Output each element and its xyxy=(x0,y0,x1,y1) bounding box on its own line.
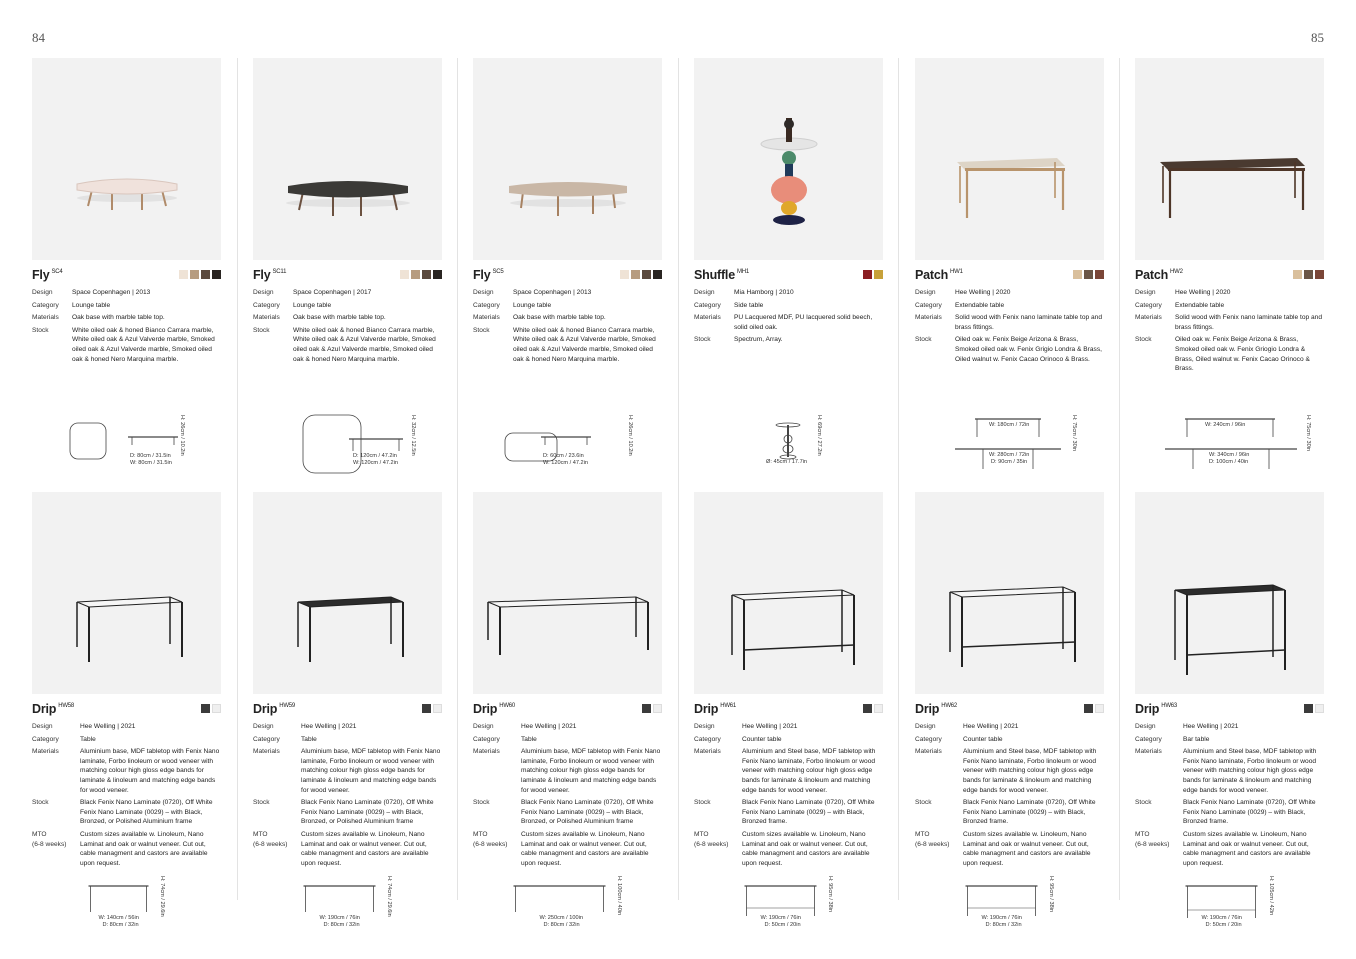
spec-label: MTO (6-8 weeks) xyxy=(694,830,729,848)
height-dimension-label: H: 26cm / 10.2in xyxy=(627,415,633,456)
product-name: Drip $^{HW58}$ xyxy=(32,702,75,716)
product-name: Drip $^{HW62}$ xyxy=(915,702,958,716)
spec-stock: White oiled oak & honed Bianco Carrara marble, White oiled oak & Azul Valverde marble, Smoked oiled oak & Azul Valverde marble, Smoked oiled oak & honed Nero Marquina marble. xyxy=(72,326,215,363)
dimension-label: W: 340cm / 96in xyxy=(1209,452,1250,458)
spec-label: Stock xyxy=(1135,799,1152,807)
spec-materials: Aluminium base, MDF tabletop with Fenix Nano laminate, Forbo linoleum or wood veneer with matching colour high gloss edge bands for laminate & linoleum and matching edge bands for wood veneer. xyxy=(301,748,441,794)
product-code: HW1 xyxy=(950,269,963,275)
product-name: Fly $^{SC5}$ xyxy=(473,268,504,282)
spec-stock: Oiled oak w. Fenix Beige Arizona & Brass, Smoked oiled oak w. Fenix Griogio Londra & Brass, Oiled walnut w. Fenix Cacao Orinoco & Brass. xyxy=(1175,336,1310,373)
dimension-label: W: 120cm / 47.2in xyxy=(543,460,588,466)
spec-design: Hee Welling | 2020 xyxy=(1175,289,1231,296)
product-name: Drip $^{HW63}$ xyxy=(1135,702,1178,716)
spec-stock: White oiled oak & honed Bianco Carrara marble, White oiled oak & Azul Valverde marble, Smoked oiled oak & Azul Valverde marble, Smoked oiled oak & honed Nero Marquina marble. xyxy=(293,326,436,363)
color-swatch xyxy=(1095,270,1104,279)
color-swatch xyxy=(653,270,662,279)
spec-table xyxy=(253,722,442,871)
spec-category: Extendable table xyxy=(1175,301,1225,309)
spec-table xyxy=(473,722,662,871)
spec-label: Design xyxy=(694,723,715,730)
spec-label: Design xyxy=(253,723,274,730)
dimension-label: D: 80cm / 32in xyxy=(323,922,360,928)
spec-design: Space Copenhagen | 2013 xyxy=(72,289,151,296)
color-swatch xyxy=(433,704,442,713)
color-swatch xyxy=(201,270,210,279)
dimension-label: W: 190cm / 76in xyxy=(319,915,360,921)
spec-label: Stock xyxy=(32,799,49,807)
spec-label: Design xyxy=(915,289,936,296)
spec-label: Stock xyxy=(915,799,932,807)
spec-label: MTO (6-8 weeks) xyxy=(915,830,950,848)
color-swatches xyxy=(863,270,883,279)
color-swatches xyxy=(1084,704,1104,713)
spec-label: Design xyxy=(1135,723,1156,730)
product-code: HW58 xyxy=(58,703,75,709)
dimension-drawing xyxy=(694,415,883,479)
product-photo xyxy=(253,492,442,694)
product-card xyxy=(1135,492,1324,871)
product-code: HW62 xyxy=(941,703,958,709)
product-code: HW61 xyxy=(720,703,737,709)
product-photo xyxy=(1135,58,1324,260)
product-code: HW2 xyxy=(1170,269,1183,275)
spec-label: Design xyxy=(473,723,494,730)
color-swatch xyxy=(1304,270,1313,279)
spec-label: Materials xyxy=(473,314,500,322)
spec-stock: Black Fenix Nano Laminate (0720), Off White Fenix Nano Laminate (0029) – with Black, Bronzed, or Polished Aluminium frame xyxy=(80,799,213,826)
spec-label: Design xyxy=(915,723,936,730)
spec-label: Materials xyxy=(915,748,942,756)
spec-label: Stock xyxy=(253,326,270,334)
spec-stock: Oiled oak w. Fenix Beige Arizona & Brass, Smoked oiled oak w. Fenix Grigio Londra & Brass, Oiled walnut w. Fenix Cacao Orinoco & Brass. xyxy=(955,336,1102,363)
dimension-drawing xyxy=(1135,876,1324,932)
product-code: HW59 xyxy=(279,703,296,709)
product-card xyxy=(32,58,221,367)
spec-mto: Custom sizes available w. Linoleum, Nano Laminat and oak or walnut veneer. Cut out, cable managment and castors are available upon request. xyxy=(1183,830,1311,867)
color-swatches xyxy=(201,704,221,713)
spec-mto: Custom sizes available w. Linoleum, Nano Laminat and oak or walnut veneer. Cut out, cable managment and castors are available upon request. xyxy=(301,830,429,867)
product-card xyxy=(253,58,442,367)
spec-mto: Custom sizes available w. Linoleum, Nano Laminat and oak or walnut veneer. Cut out, cable managment and castors are available upon request. xyxy=(742,830,870,867)
spec-label: Category xyxy=(32,735,59,743)
dimension-label: D: 100cm / 40in xyxy=(1209,459,1249,465)
spec-table xyxy=(253,288,442,367)
spec-design: Hee Welling | 2021 xyxy=(521,723,577,730)
product-photo xyxy=(1135,492,1324,694)
color-swatch xyxy=(874,704,883,713)
spec-label: Category xyxy=(915,735,942,743)
spec-stock: Black Fenix Nano Laminate (0720), Off White Fenix Nano Laminate (0029) – with Black, Bronzed frame. xyxy=(1183,799,1316,826)
product-name: Drip $^{HW59}$ xyxy=(253,702,296,716)
spec-label: Category xyxy=(32,301,59,309)
spec-label: Stock xyxy=(473,326,490,334)
spec-materials: Oak base with marble table top. xyxy=(72,314,165,322)
dimension-label: W: 240cm / 96in xyxy=(1205,422,1246,428)
product-photo xyxy=(32,492,221,694)
product-code: SC4 xyxy=(51,269,63,275)
color-swatch xyxy=(631,270,640,279)
color-swatch xyxy=(642,270,651,279)
spec-design: Hee Welling | 2021 xyxy=(80,723,136,730)
product-name: Drip $^{HW60}$ xyxy=(473,702,516,716)
spec-design: Hee Welling | 2020 xyxy=(955,289,1011,296)
spec-category: Bar table xyxy=(1183,735,1210,743)
product-card xyxy=(915,492,1104,871)
product-photo xyxy=(473,58,662,260)
column-divider xyxy=(678,58,679,900)
dimension-label: W: 190cm / 76in xyxy=(1201,915,1242,921)
spec-materials: Aluminium and Steel base, MDF tabletop with Fenix Nano laminate, Forbo linoleum or wood veneer with matching colour high gloss edge bands for laminate & linoleum and matching edge bands for wood veneer. xyxy=(742,748,876,794)
height-dimension-label: H: 105cm / 42in xyxy=(1267,876,1274,916)
spec-stock: White oiled oak & honed Bianco Carrara marble, White oiled oak & Azul Valverde marble, Smoked oiled oak & Azul Valverde marble, Smoked oiled oak & honed Nero Marquina marble. xyxy=(513,326,656,363)
spec-label: Design xyxy=(32,289,53,296)
dimension-label: W: 180cm / 72in xyxy=(989,422,1030,428)
height-dimension-label: H: 95cm / 38in xyxy=(1047,876,1054,913)
spec-design: Space Copenhagen | 2013 xyxy=(513,289,592,296)
dimension-label: W: 250cm / 100in xyxy=(539,915,583,921)
spec-design: Space Copenhagen | 2017 xyxy=(293,289,372,296)
spec-label: Design xyxy=(694,289,715,296)
spec-design: Hee Welling | 2021 xyxy=(963,723,1019,730)
spec-label: Stock xyxy=(694,799,711,807)
dimension-drawing xyxy=(1135,415,1324,479)
product-name: Fly $^{SC11}$ xyxy=(253,268,287,282)
color-swatches xyxy=(422,704,442,713)
spec-label: Design xyxy=(32,723,53,730)
product-code: SC11 xyxy=(272,269,287,275)
spec-label: Category xyxy=(915,301,942,309)
color-swatch xyxy=(863,704,872,713)
color-swatch xyxy=(422,704,431,713)
color-swatches xyxy=(1073,270,1104,279)
spec-table xyxy=(473,288,662,367)
spec-label: Category xyxy=(694,301,721,309)
spec-label: MTO (6-8 weeks) xyxy=(253,830,288,848)
dimension-drawing xyxy=(473,415,662,479)
color-swatch xyxy=(1084,704,1093,713)
page-number-left: 84 xyxy=(32,30,45,45)
spec-label: Stock xyxy=(253,799,270,807)
product-photo xyxy=(915,492,1104,694)
height-dimension-label: H: 100cm / 40in xyxy=(615,876,622,916)
spec-stock: Black Fenix Nano Laminate (0720), Off White Fenix Nano Laminate (0029) – with Black, Bronzed, or Polished Aluminium frame xyxy=(301,799,434,826)
spec-category: Table xyxy=(301,735,317,743)
spec-label: Stock xyxy=(915,336,932,344)
spec-stock: Black Fenix Nano Laminate (0720), Off White Fenix Nano Laminate (0029) – with Black, Bronzed frame. xyxy=(742,799,875,826)
spec-label: Materials xyxy=(915,314,942,322)
color-swatch xyxy=(874,270,883,279)
spec-design: Mia Hamborg | 2010 xyxy=(734,289,794,296)
product-photo xyxy=(915,58,1104,260)
dimension-label: W: 80cm / 31.5in xyxy=(130,460,172,466)
color-swatch xyxy=(1084,270,1093,279)
color-swatches xyxy=(642,704,662,713)
height-dimension-label: H: 32cm / 12.5in xyxy=(410,415,416,456)
spec-stock: Black Fenix Nano Laminate (0720), Off White Fenix Nano Laminate (0029) – with Black, Bronzed, or Polished Aluminium frame xyxy=(521,799,654,826)
spec-label: Materials xyxy=(32,748,59,756)
spec-label: Category xyxy=(473,301,500,309)
product-name: Patch $^{HW2}$ xyxy=(1135,268,1183,282)
color-swatch xyxy=(863,270,872,279)
product-code: HW60 xyxy=(499,703,516,709)
spec-table xyxy=(1135,722,1324,871)
spec-label: Materials xyxy=(694,748,721,756)
spec-label: Design xyxy=(253,289,274,296)
product-photo xyxy=(32,58,221,260)
color-swatch xyxy=(212,270,221,279)
color-swatch xyxy=(1315,270,1324,279)
color-swatches xyxy=(1293,270,1324,279)
color-swatch xyxy=(1293,270,1302,279)
product-photo xyxy=(694,492,883,694)
column-divider xyxy=(898,58,899,900)
spec-category: Lounge table xyxy=(72,301,111,309)
product-name: Fly $^{SC4}$ xyxy=(32,268,63,282)
spec-label: Category xyxy=(1135,735,1162,743)
color-swatches xyxy=(863,704,883,713)
height-dimension-label: H: 74cm / 29.6in xyxy=(158,876,165,917)
dimension-label: D: 80cm / 32in xyxy=(102,922,139,928)
product-card xyxy=(1135,58,1324,377)
height-dimension-label: H: 95cm / 38in xyxy=(826,876,833,913)
spec-label: MTO (6-8 weeks) xyxy=(473,830,508,848)
spec-materials: Oak base with marble table top. xyxy=(293,314,386,322)
spec-stock: Spectrum, Array. xyxy=(734,336,783,344)
dimension-drawing xyxy=(473,876,662,932)
spec-design: Hee Welling | 2021 xyxy=(742,723,798,730)
product-card xyxy=(32,492,221,871)
dimension-drawing xyxy=(694,876,883,932)
dimension-label: D: 80cm / 32in xyxy=(543,922,580,928)
spec-mto: Custom sizes available w. Linoleum, Nano Laminat and oak or walnut veneer. Cut out, cable managment and castors are available upon request. xyxy=(80,830,208,867)
spec-label: Category xyxy=(1135,301,1162,309)
product-photo xyxy=(694,58,883,260)
spec-stock: Black Fenix Nano Laminate (0720), Off White Fenix Nano Laminate (0029) – with Black, Bronzed frame. xyxy=(963,799,1096,826)
product-code: MH1 xyxy=(736,269,750,275)
product-photo xyxy=(473,492,662,694)
spec-design: Hee Welling | 2021 xyxy=(1183,723,1239,730)
product-card xyxy=(253,492,442,871)
dimension-label: W: 190cm / 76in xyxy=(981,915,1022,921)
spec-table xyxy=(915,722,1104,871)
spec-label: Stock xyxy=(473,799,490,807)
spec-category: Side table xyxy=(734,301,764,309)
spec-table xyxy=(32,288,221,367)
spec-category: Counter table xyxy=(963,735,1003,743)
spec-materials: Aluminium base, MDF tabletop with Fenix Nano laminate, Forbo linoleum or wood veneer with matching colour high gloss edge bands for laminate & linoleum and matching edge bands for wood veneer. xyxy=(521,748,661,794)
dimension-drawing xyxy=(32,876,221,932)
column-divider xyxy=(457,58,458,900)
spec-category: Table xyxy=(521,735,537,743)
spec-label: Materials xyxy=(473,748,500,756)
spec-materials: Aluminium base, MDF tabletop with Fenix Nano laminate, Forbo linoleum or wood veneer with matching colour high gloss edge bands for laminate & linoleum and matching edge bands for wood veneer. xyxy=(80,748,220,794)
dimension-drawing xyxy=(915,415,1104,479)
dimension-drawing xyxy=(253,876,442,932)
product-card xyxy=(473,58,662,367)
product-name: Patch $^{HW1}$ xyxy=(915,268,963,282)
color-swatch xyxy=(422,270,431,279)
spec-label: Category xyxy=(694,735,721,743)
product-code: SC5 xyxy=(492,269,504,275)
dimension-label: D: 60cm / 23.6in xyxy=(543,453,584,459)
page-number-right: 85 xyxy=(1311,30,1324,45)
spec-label: Design xyxy=(1135,289,1156,296)
dimension-label: D: 90cm / 35in xyxy=(991,459,1028,465)
spec-label: Stock xyxy=(32,326,49,334)
product-name: Drip $^{HW61}$ xyxy=(694,702,737,716)
spec-label: Category xyxy=(253,735,280,743)
product-card xyxy=(694,492,883,871)
color-swatch xyxy=(400,270,409,279)
color-swatch xyxy=(190,270,199,279)
plan-view-drawing xyxy=(70,423,106,459)
product-code: HW63 xyxy=(1161,703,1178,709)
spec-materials: PU Lacquered MDF, PU lacquered solid beech, solid oiled oak. xyxy=(734,314,873,331)
dimension-drawing xyxy=(32,415,221,479)
spec-table xyxy=(1135,288,1324,377)
dimension-label: D: 50cm / 20in xyxy=(1205,922,1242,928)
color-swatch xyxy=(1304,704,1313,713)
height-dimension-label: H: 75cm / 30in xyxy=(1071,415,1077,452)
color-swatches xyxy=(1304,704,1324,713)
color-swatch xyxy=(201,704,210,713)
color-swatches xyxy=(179,270,221,279)
product-name: Shuffle $^{MH1}$ xyxy=(694,268,750,282)
color-swatch xyxy=(1095,704,1104,713)
spec-label: Design xyxy=(473,289,494,296)
spec-label: MTO (6-8 weeks) xyxy=(32,830,67,848)
spec-label: Stock xyxy=(694,336,711,344)
spec-label: Stock xyxy=(1135,336,1152,344)
height-dimension-label: H: 69cm / 27.2in xyxy=(816,415,822,456)
color-swatch xyxy=(411,270,420,279)
color-swatch xyxy=(1315,704,1324,713)
spec-label: Materials xyxy=(253,748,280,756)
spec-category: Counter table xyxy=(742,735,782,743)
color-swatch xyxy=(179,270,188,279)
color-swatch xyxy=(1073,270,1082,279)
dimension-label: D: 80cm / 32in xyxy=(985,922,1022,928)
spec-materials: Solid wood with Fenix nano laminate table top and brass fittings. xyxy=(955,314,1102,331)
dimension-label: D: 50cm / 20in xyxy=(764,922,801,928)
spec-label: Category xyxy=(253,301,280,309)
product-card xyxy=(694,58,883,348)
dimension-label: W: 120cm / 47.2in xyxy=(353,460,398,466)
spec-table xyxy=(694,722,883,871)
spec-table xyxy=(694,288,883,348)
color-swatch xyxy=(212,704,221,713)
dimension-label: W: 140cm / 56in xyxy=(98,915,139,921)
dimension-label: W: 190cm / 76in xyxy=(760,915,801,921)
spec-category: Lounge table xyxy=(293,301,332,309)
spec-category: Table xyxy=(80,735,96,743)
spec-label: MTO (6-8 weeks) xyxy=(1135,830,1170,848)
dimension-label: Ø: 45cm / 17.7in xyxy=(766,459,808,465)
color-swatch xyxy=(642,704,651,713)
color-swatches xyxy=(620,270,662,279)
spec-mto: Custom sizes available w. Linoleum, Nano Laminat and oak or walnut veneer. Cut out, cable managment and castors are available upon request. xyxy=(963,830,1091,867)
dimension-label: D: 80cm / 31.5in xyxy=(130,453,171,459)
dimension-drawing xyxy=(253,415,442,479)
column-divider xyxy=(237,58,238,900)
spec-category: Lounge table xyxy=(513,301,552,309)
spec-label: Materials xyxy=(32,314,59,322)
dimension-label: D: 120cm / 47.2in xyxy=(353,453,397,459)
height-dimension-label: H: 74cm / 29.6in xyxy=(385,876,392,917)
spec-label: Materials xyxy=(694,314,721,322)
color-swatch xyxy=(433,270,442,279)
spec-materials: Aluminium and Steel base, MDF tabletop with Fenix Nano laminate, Forbo linoleum or wood veneer with matching colour high gloss edge bands for laminate & linoleum and matching edge bands for wood veneer. xyxy=(1183,748,1317,794)
product-card xyxy=(915,58,1104,367)
height-dimension-label: H: 75cm / 30in xyxy=(1305,415,1311,452)
spec-materials: Solid wood with Fenix nano laminate table top and brass fittings. xyxy=(1175,314,1322,331)
color-swatches xyxy=(400,270,442,279)
color-swatch xyxy=(653,704,662,713)
spec-mto: Custom sizes available w. Linoleum, Nano Laminat and oak or walnut veneer. Cut out, cable managment and castors are available upon request. xyxy=(521,830,649,867)
height-dimension-label: H: 26cm / 10.2in xyxy=(179,415,185,456)
dimension-drawing xyxy=(915,876,1104,932)
spec-category: Extendable table xyxy=(955,301,1005,309)
color-swatch xyxy=(620,270,629,279)
product-photo xyxy=(253,58,442,260)
spec-label: Materials xyxy=(1135,748,1162,756)
dimension-label: W: 280cm / 72in xyxy=(989,452,1030,458)
spec-label: Materials xyxy=(253,314,280,322)
product-card xyxy=(473,492,662,871)
spec-design: Hee Welling | 2021 xyxy=(301,723,357,730)
spec-table xyxy=(915,288,1104,367)
column-divider xyxy=(1119,58,1120,900)
spec-label: Materials xyxy=(1135,314,1162,322)
spec-label: Category xyxy=(473,735,500,743)
spec-materials: Oak base with marble table top. xyxy=(513,314,606,322)
spec-table xyxy=(32,722,221,871)
spec-materials: Aluminium and Steel base, MDF tabletop with Fenix Nano laminate, Forbo linoleum or wood veneer with matching colour high gloss edge bands for laminate & linoleum and matching edge bands for wood veneer. xyxy=(963,748,1097,794)
